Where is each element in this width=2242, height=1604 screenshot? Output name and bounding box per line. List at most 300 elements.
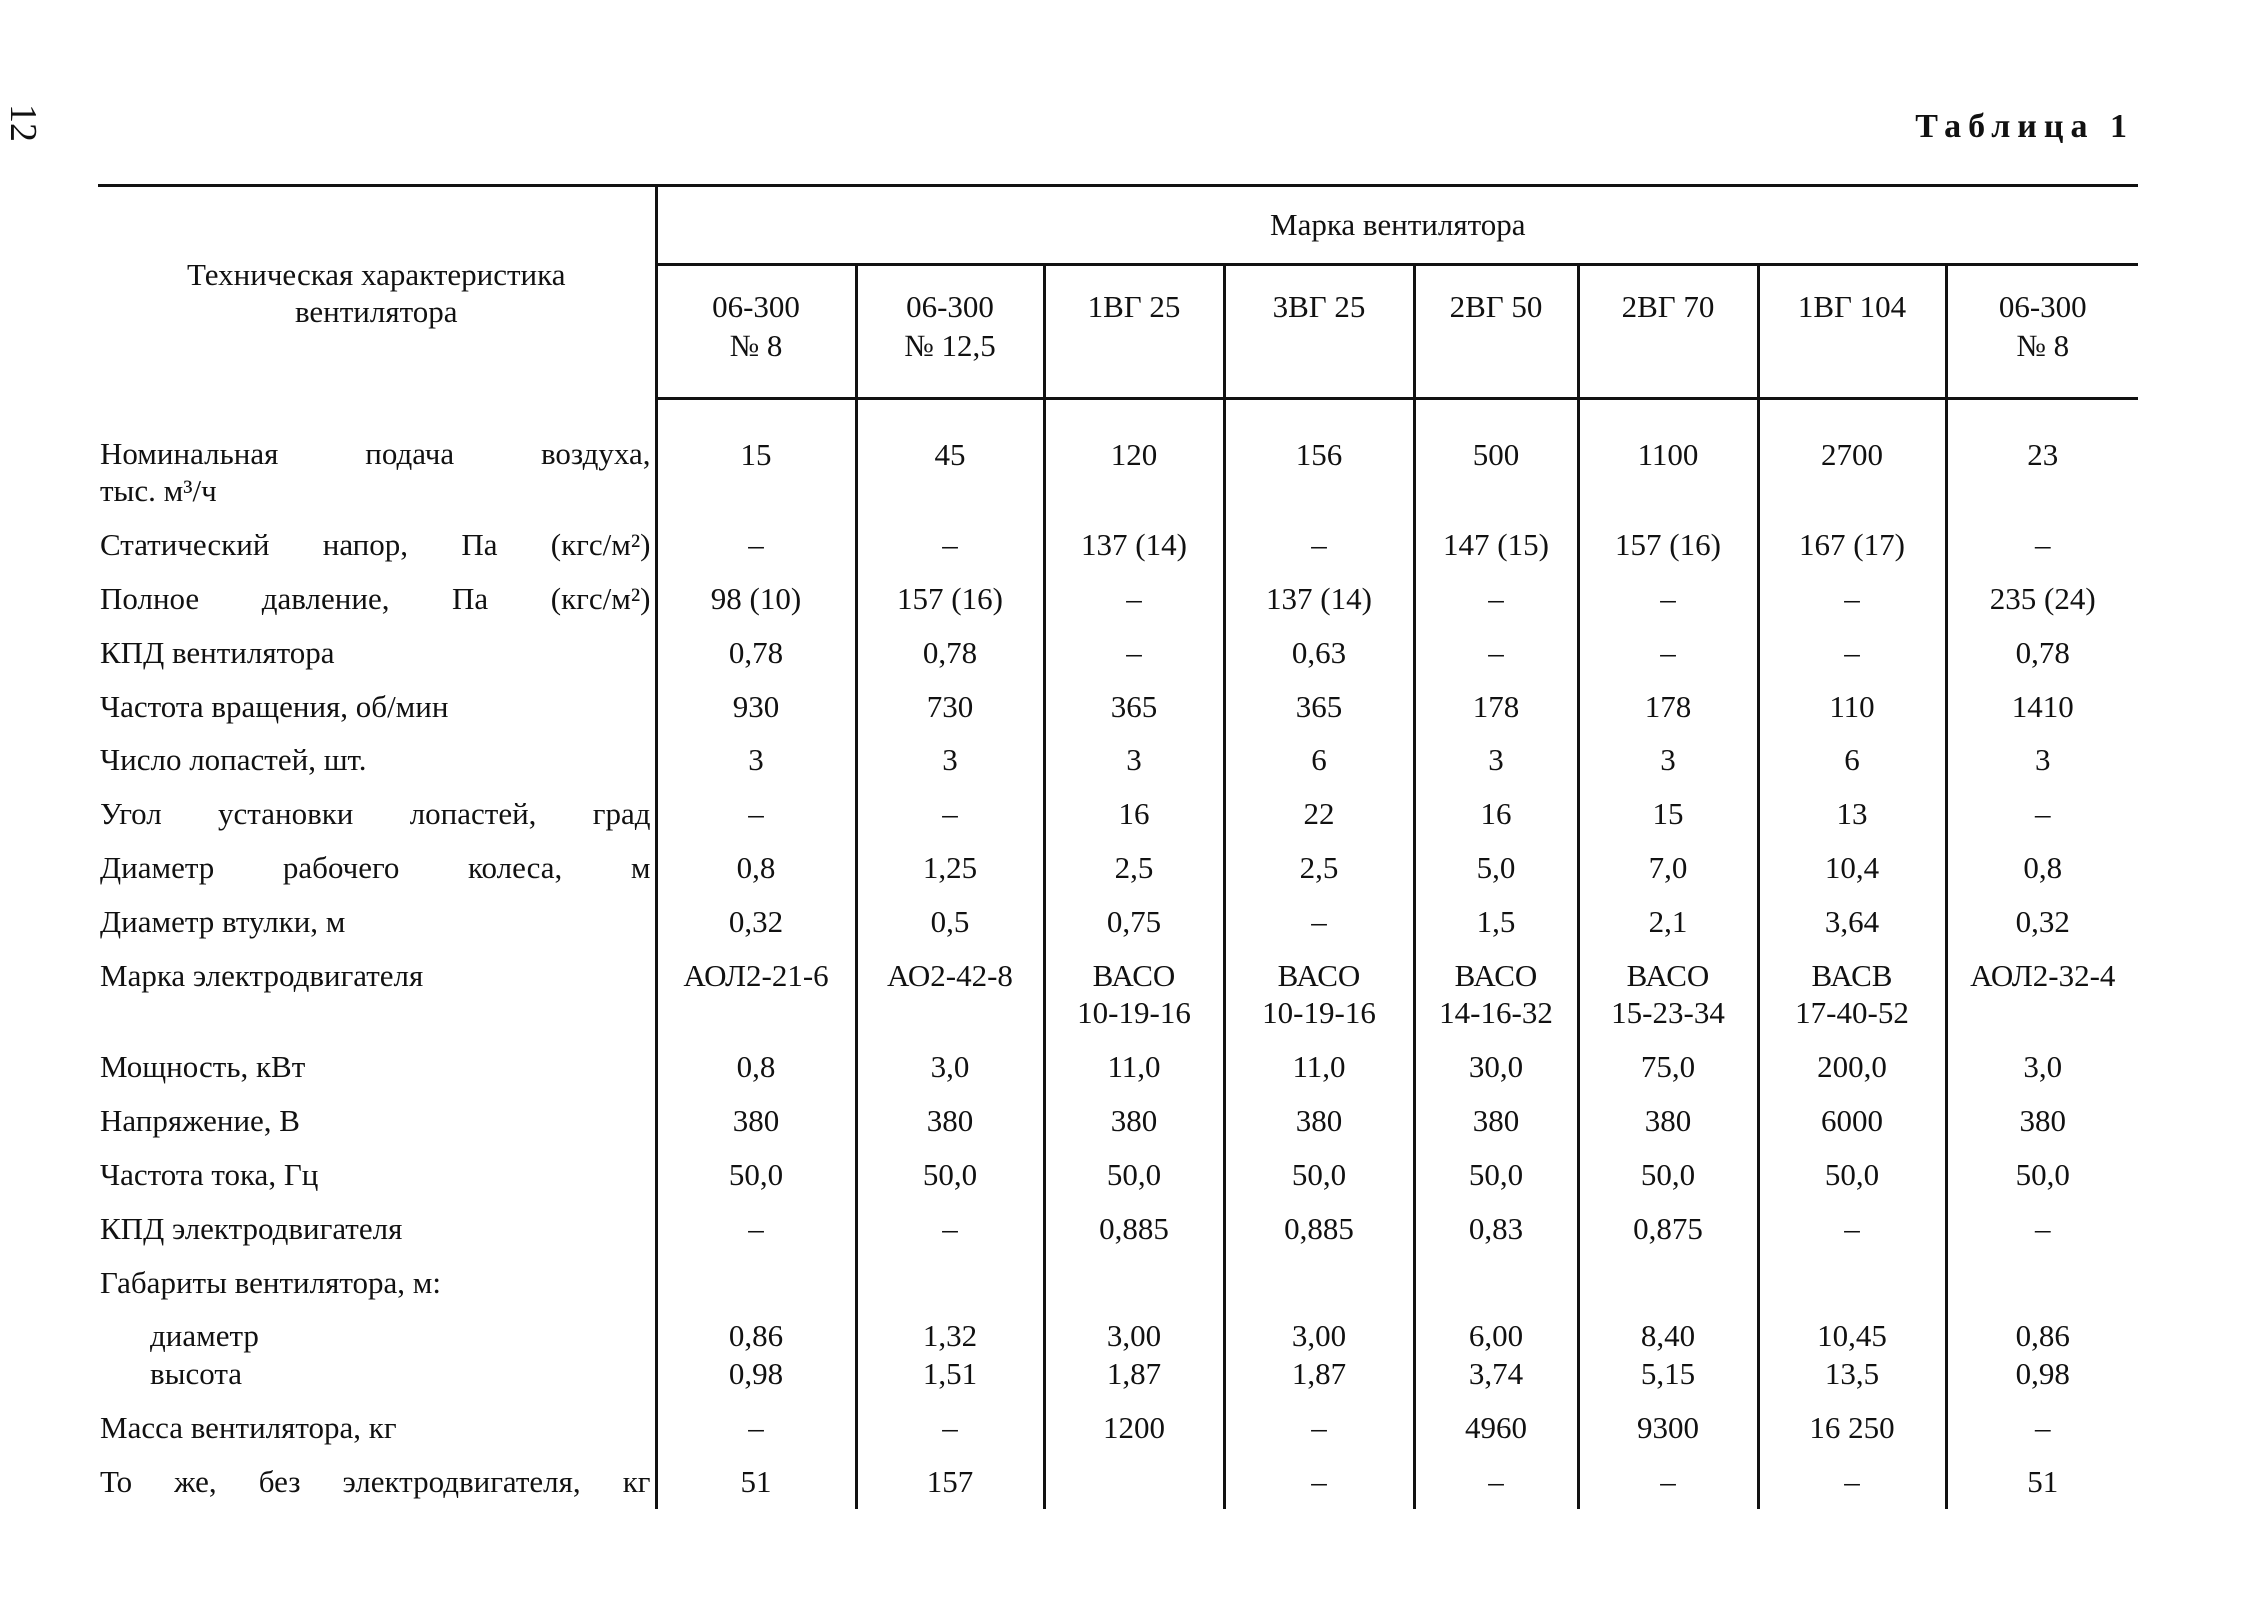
- table-cell: [656, 1148, 856, 1202]
- table-cell: [1044, 1309, 1224, 1401]
- cell-value: 380: [1472, 1103, 1520, 1139]
- cell-value: 3: [748, 742, 764, 778]
- table-cell: [1044, 1256, 1224, 1310]
- cell-value: 50,0: [1106, 1156, 1162, 1192]
- table-cell: [1946, 1094, 2138, 1148]
- row-label: [98, 1094, 656, 1148]
- table-cell: [1414, 787, 1578, 841]
- cell-value: 6,00: [1468, 1318, 1524, 1354]
- cell-value: 365: [1295, 688, 1343, 724]
- table-cell: [1578, 1040, 1758, 1094]
- cell-value: 137 (14): [1081, 527, 1187, 563]
- table-cell: [1044, 1401, 1224, 1455]
- cell-value: 0,32: [728, 903, 784, 939]
- table-cell: [1224, 1148, 1414, 1202]
- cell-value: 3: [2035, 742, 2051, 778]
- table-cell: [1946, 572, 2138, 626]
- table-cell: [656, 680, 856, 734]
- header-model-6: [1578, 265, 1758, 399]
- table-row: [98, 733, 2138, 787]
- header-model-line: № 8: [729, 327, 783, 363]
- cell-value: 0,5: [930, 903, 970, 939]
- header-model-7: [1758, 265, 1946, 399]
- table-cell: [1946, 680, 2138, 734]
- table-row: [98, 787, 2138, 841]
- table-cell: [656, 626, 856, 680]
- cell-value: 157 (16): [897, 580, 1003, 616]
- cell-value: 157: [926, 1463, 974, 1499]
- cell-value: –: [1311, 1409, 1327, 1445]
- table-cell: [1758, 626, 1946, 680]
- cell-value: 1,32: [922, 1318, 978, 1354]
- table-cell: [1578, 1401, 1758, 1455]
- header-model-4: [1224, 265, 1414, 399]
- row-label: [98, 572, 656, 626]
- cell-value: 50,0: [1468, 1156, 1524, 1192]
- fan-specs-table: [98, 184, 2138, 1509]
- cell-value: ВАСО: [1277, 957, 1361, 993]
- cell-value: 0,98: [728, 1356, 784, 1392]
- table-body: [98, 399, 2138, 1509]
- row-label-line: КПД электродвигателя: [100, 1210, 403, 1246]
- cell-value: 3,74: [1468, 1356, 1524, 1392]
- cell-value: 0,32: [2015, 903, 2070, 939]
- cell-value: 50,0: [2015, 1156, 2070, 1192]
- cell-value: 235 (24): [1989, 580, 2096, 616]
- row-label: [98, 841, 656, 895]
- cell-value: 380: [2019, 1103, 2066, 1139]
- table-cell: [1946, 1256, 2138, 1310]
- cell-value: 0,98: [2015, 1356, 2070, 1392]
- table-cell: [1414, 1148, 1578, 1202]
- table-cell: [1758, 949, 1946, 1041]
- cell-value: –: [1844, 1210, 1860, 1246]
- table-cell: [1758, 1455, 1946, 1509]
- table-cell: [656, 733, 856, 787]
- row-label: [98, 1202, 656, 1256]
- table-cell: [1414, 733, 1578, 787]
- table-cell: [1758, 680, 1946, 734]
- table-cell: [656, 1202, 856, 1256]
- table-cell: [656, 1094, 856, 1148]
- cell-value: –: [942, 1210, 958, 1246]
- table-cell: [1578, 399, 1758, 519]
- cell-value: 50,0: [922, 1156, 978, 1192]
- table-row: [98, 572, 2138, 626]
- table-cell: [1224, 733, 1414, 787]
- cell-value: 50,0: [728, 1156, 784, 1192]
- table-cell: [856, 1094, 1044, 1148]
- cell-value: 365: [1110, 688, 1158, 724]
- table-cell: [656, 572, 856, 626]
- table-cell: [1414, 1094, 1578, 1148]
- cell-value: 0,63: [1291, 634, 1347, 670]
- row-label: [98, 1401, 656, 1455]
- cell-value: 3: [1488, 742, 1504, 778]
- cell-value: 1,87: [1106, 1356, 1162, 1392]
- table-cell: [1044, 1094, 1224, 1148]
- cell-value: 13,5: [1824, 1356, 1880, 1392]
- row-label: [98, 399, 656, 519]
- cell-value: 3: [1126, 742, 1142, 778]
- cell-value: 4960: [1465, 1409, 1527, 1445]
- cell-value: 0,8: [2023, 850, 2063, 885]
- cell-value: –: [2035, 1409, 2051, 1445]
- cell-value: –: [1126, 580, 1142, 616]
- table-row: [98, 626, 2138, 680]
- table-cell: [656, 787, 856, 841]
- table-cell: [1414, 841, 1578, 895]
- table-cell: [1758, 1040, 1946, 1094]
- table-cell: [656, 949, 856, 1041]
- table-cell: [1578, 895, 1758, 949]
- header-model-line: № 8: [2016, 327, 2070, 363]
- row-label: [98, 787, 656, 841]
- cell-value: 156: [1295, 437, 1343, 472]
- cell-value: –: [1311, 527, 1327, 563]
- table-cell: [1224, 1094, 1414, 1148]
- cell-value: 1,25: [922, 850, 978, 885]
- table-cell: [856, 1040, 1044, 1094]
- cell-value: 2,1: [1648, 903, 1688, 939]
- cell-value: 0,75: [1106, 903, 1162, 939]
- table-cell: [856, 1256, 1044, 1310]
- row-label: [98, 1309, 656, 1401]
- row-label-line: Диаметр втулки, м: [100, 903, 346, 939]
- cell-value: 0,875: [1633, 1210, 1703, 1246]
- header-model-line: 1ВГ 104: [1797, 289, 1907, 324]
- row-label: [98, 626, 656, 680]
- table-cell: [856, 518, 1044, 572]
- cell-value: 157 (16): [1615, 527, 1721, 563]
- cell-value: 0,86: [728, 1318, 784, 1354]
- table-cell: [1758, 399, 1946, 519]
- table-cell: [1414, 1040, 1578, 1094]
- cell-value: –: [748, 1210, 764, 1246]
- table-cell: [1224, 949, 1414, 1041]
- cell-value: 3,0: [930, 1049, 970, 1085]
- table-cell: [856, 733, 1044, 787]
- header-model-2: [856, 265, 1044, 399]
- row-label-line: Полное давление, Па (кгс/м²): [100, 580, 651, 616]
- header-characteristic: Техническая характеристика вентилятора: [98, 186, 656, 399]
- table-cell: [1414, 1455, 1578, 1509]
- table-cell: [656, 1040, 856, 1094]
- table-row: [98, 1401, 2138, 1455]
- row-label-line: Частота тока, Гц: [100, 1156, 319, 1192]
- row-label-line: Марка электродвигателя: [100, 957, 424, 993]
- table-cell: [1044, 1202, 1224, 1256]
- cell-value: 0,8: [736, 1049, 776, 1085]
- cell-value: 1,51: [922, 1356, 978, 1392]
- table-cell: [1414, 626, 1578, 680]
- cell-value: 120: [1110, 437, 1158, 472]
- cell-value: 10,45: [1817, 1318, 1887, 1354]
- cell-value: –: [942, 1409, 958, 1445]
- table-cell: [1044, 1455, 1224, 1509]
- row-label-line: Габариты вентилятора, м:: [100, 1264, 441, 1300]
- table-cell: [1946, 733, 2138, 787]
- table-cell: [1224, 626, 1414, 680]
- table-cell: [1946, 626, 2138, 680]
- table-cell: [1946, 1202, 2138, 1256]
- table-row: [98, 841, 2138, 895]
- table-cell: [856, 572, 1044, 626]
- row-label: [98, 1455, 656, 1509]
- table-cell: [1946, 1455, 2138, 1509]
- table-cell: [1946, 1040, 2138, 1094]
- cell-value: 3: [942, 742, 958, 778]
- table-cell: [656, 895, 856, 949]
- cell-value: 380: [1295, 1103, 1343, 1139]
- table-cell: [1758, 841, 1946, 895]
- cell-value: 380: [1644, 1103, 1692, 1139]
- cell-value: 1,5: [1476, 903, 1516, 939]
- table-cell: [1224, 1256, 1414, 1310]
- cell-value: 1410: [2011, 688, 2074, 724]
- header-model-3: [1044, 265, 1224, 399]
- cell-value: 15: [1652, 796, 1684, 832]
- table-cell: [656, 1256, 856, 1310]
- cell-value: 13: [1836, 796, 1868, 832]
- table-cell: [1578, 518, 1758, 572]
- cell-value: 380: [1110, 1103, 1158, 1139]
- cell-value: ВАСО: [1626, 957, 1710, 993]
- cell-value: 16: [1118, 796, 1150, 832]
- cell-value: 6: [1311, 742, 1327, 778]
- cell-value: 2,5: [1114, 850, 1154, 885]
- cell-value: 110: [1829, 688, 1875, 724]
- table-cell: [1578, 949, 1758, 1041]
- table-cell: [1578, 787, 1758, 841]
- cell-value: 1200: [1103, 1409, 1165, 1445]
- row-label: [98, 1148, 656, 1202]
- cell-value: 16: [1480, 796, 1512, 832]
- row-label: [98, 733, 656, 787]
- table-cell: [1044, 399, 1224, 519]
- table-cell: [1414, 1202, 1578, 1256]
- cell-value: 9300: [1637, 1409, 1699, 1445]
- row-label: [98, 518, 656, 572]
- cell-value: –: [1488, 1463, 1504, 1499]
- row-label-line: диаметр: [150, 1318, 259, 1354]
- cell-value: 11,0: [1292, 1049, 1346, 1085]
- table-cell: [1946, 787, 2138, 841]
- table-cell: [1758, 895, 1946, 949]
- cell-value: 0,83: [1468, 1210, 1524, 1246]
- table-cell: [1044, 787, 1224, 841]
- cell-value: 5,15: [1640, 1356, 1696, 1392]
- table-cell: [856, 1309, 1044, 1401]
- table-cell: [1224, 572, 1414, 626]
- row-label: [98, 1256, 656, 1310]
- cell-value: 8,40: [1640, 1318, 1696, 1354]
- cell-value: –: [748, 796, 764, 832]
- table-cell: [1044, 949, 1224, 1041]
- cell-value: 380: [732, 1103, 780, 1139]
- table-cell: [856, 1401, 1044, 1455]
- table-cell: [1414, 518, 1578, 572]
- cell-value: 3,64: [1824, 903, 1880, 939]
- cell-value: ВАСВ: [1811, 957, 1893, 993]
- table-cell: [656, 1309, 856, 1401]
- table-cell: [1578, 1094, 1758, 1148]
- table-cell: [1224, 1040, 1414, 1094]
- cell-value: 16 250: [1809, 1409, 1895, 1445]
- table-cell: [1044, 572, 1224, 626]
- cell-value: –: [1488, 634, 1504, 670]
- table-cell: [1414, 680, 1578, 734]
- header-model-line: 1ВГ 25: [1087, 289, 1181, 324]
- header-model-line: 06-300: [1998, 289, 2087, 324]
- table-cell: [856, 680, 1044, 734]
- table-cell: [656, 399, 856, 519]
- table-cell: [1414, 895, 1578, 949]
- cell-value: –: [1844, 1463, 1860, 1499]
- cell-value: –: [2035, 796, 2051, 832]
- cell-value: 3: [1660, 742, 1676, 778]
- header-model-line: 3ВГ 25: [1272, 289, 1366, 324]
- row-label-line: тыс. м³/ч: [100, 473, 217, 509]
- cell-value: 1100: [1637, 437, 1699, 472]
- cell-value: 50,0: [1824, 1156, 1880, 1192]
- table-cell: [1414, 1401, 1578, 1455]
- cell-value: 147 (15): [1443, 527, 1549, 563]
- cell-value: 6: [1844, 742, 1860, 778]
- table-cell: [1578, 841, 1758, 895]
- table-cell: [1414, 572, 1578, 626]
- row-label: [98, 949, 656, 1041]
- table-cell: [1044, 626, 1224, 680]
- row-label-line: КПД вентилятора: [100, 634, 335, 670]
- table-cell: [656, 518, 856, 572]
- table-row: [98, 680, 2138, 734]
- table-cell: [1946, 949, 2138, 1041]
- cell-value: 75,0: [1640, 1049, 1696, 1085]
- cell-value: 730: [926, 688, 974, 724]
- table-row: [98, 949, 2138, 1041]
- table-row: [98, 895, 2138, 949]
- table-cell: [1946, 1309, 2138, 1401]
- cell-value: 23: [2027, 437, 2059, 472]
- cell-value: 0,78: [2015, 634, 2070, 670]
- cell-value: 0,8: [736, 850, 776, 885]
- row-label-line: Номинальная подача воздуха,: [100, 435, 651, 471]
- table-cell: [1414, 399, 1578, 519]
- table-cell: [656, 1455, 856, 1509]
- row-label-line: Напряжение, В: [100, 1103, 300, 1139]
- table-cell: [1946, 399, 2138, 519]
- cell-value: –: [1844, 580, 1860, 616]
- cell-value: 5,0: [1476, 850, 1516, 885]
- table-cell: [1224, 518, 1414, 572]
- table-cell: [1946, 895, 2138, 949]
- cell-value: 380: [926, 1103, 974, 1139]
- cell-value: 200,0: [1817, 1049, 1887, 1085]
- table-title: Таблица 1: [1915, 108, 2134, 145]
- table-cell: [856, 1202, 1044, 1256]
- row-label-line: Число лопастей, шт.: [100, 742, 367, 778]
- table-cell: [1224, 680, 1414, 734]
- table-row: [98, 1094, 2138, 1148]
- table-cell: [856, 1148, 1044, 1202]
- cell-value: 0,885: [1284, 1210, 1354, 1246]
- table-cell: [1224, 399, 1414, 519]
- header-model-line: № 12,5: [904, 327, 996, 363]
- cell-value: –: [748, 527, 764, 563]
- cell-value: 50,0: [1640, 1156, 1696, 1192]
- cell-value: –: [1660, 634, 1676, 670]
- cell-value: –: [1126, 634, 1142, 670]
- cell-value: 2,5: [1299, 850, 1339, 885]
- cell-value: 2700: [1821, 437, 1883, 472]
- cell-value: –: [1660, 580, 1676, 616]
- cell-value: –: [2035, 1210, 2051, 1246]
- cell-value: 10-19-16: [1262, 995, 1376, 1031]
- table-cell: [856, 1455, 1044, 1509]
- table-cell: [1758, 1256, 1946, 1310]
- table-row: [98, 518, 2138, 572]
- table-cell: [1758, 1309, 1946, 1401]
- cell-value: 6000: [1821, 1103, 1883, 1139]
- header-model-8: [1946, 265, 2138, 399]
- table-cell: [1758, 1094, 1946, 1148]
- table-cell: [1578, 1256, 1758, 1310]
- table-row: [98, 1455, 2138, 1509]
- cell-value: АОЛ2-32-4: [1970, 957, 2116, 993]
- table-cell: [1758, 1202, 1946, 1256]
- header-model-line: 2ВГ 70: [1621, 289, 1715, 324]
- table-row: [98, 399, 2138, 519]
- cell-value: 3,0: [2023, 1049, 2063, 1085]
- table-cell: [1044, 518, 1224, 572]
- table-cell: [1044, 1040, 1224, 1094]
- table-cell: [1224, 1202, 1414, 1256]
- page-number: 12: [2, 104, 44, 142]
- cell-value: –: [1311, 903, 1327, 939]
- cell-value: 137 (14): [1266, 580, 1372, 616]
- table-cell: [1758, 733, 1946, 787]
- table-cell: [1224, 1309, 1414, 1401]
- row-label: [98, 895, 656, 949]
- cell-value: –: [1844, 634, 1860, 670]
- cell-value: 51: [740, 1463, 772, 1499]
- table-cell: [1946, 1148, 2138, 1202]
- table-cell: [856, 895, 1044, 949]
- cell-value: 178: [1644, 688, 1692, 724]
- row-label-line: Диаметр рабочего колеса, м: [100, 850, 651, 885]
- table-cell: [856, 626, 1044, 680]
- row-label-line: Частота вращения, об/мин: [100, 688, 449, 724]
- table-row: [98, 1256, 2138, 1310]
- cell-value: 22: [1303, 796, 1335, 832]
- table-cell: [1578, 680, 1758, 734]
- table-cell: [1946, 518, 2138, 572]
- header-model-line: 06-300: [906, 289, 994, 324]
- table-cell: [1044, 895, 1224, 949]
- row-label-line: высота: [150, 1356, 243, 1392]
- cell-value: 167 (17): [1799, 527, 1905, 563]
- cell-value: –: [748, 1409, 764, 1445]
- cell-value: –: [1488, 580, 1504, 616]
- cell-value: –: [1660, 1463, 1676, 1499]
- table-cell: [1758, 518, 1946, 572]
- cell-value: 930: [732, 688, 780, 724]
- cell-value: 15-23-34: [1611, 995, 1725, 1031]
- table-cell: [1224, 1455, 1414, 1509]
- cell-value: 98 (10): [710, 580, 802, 616]
- table-cell: [856, 787, 1044, 841]
